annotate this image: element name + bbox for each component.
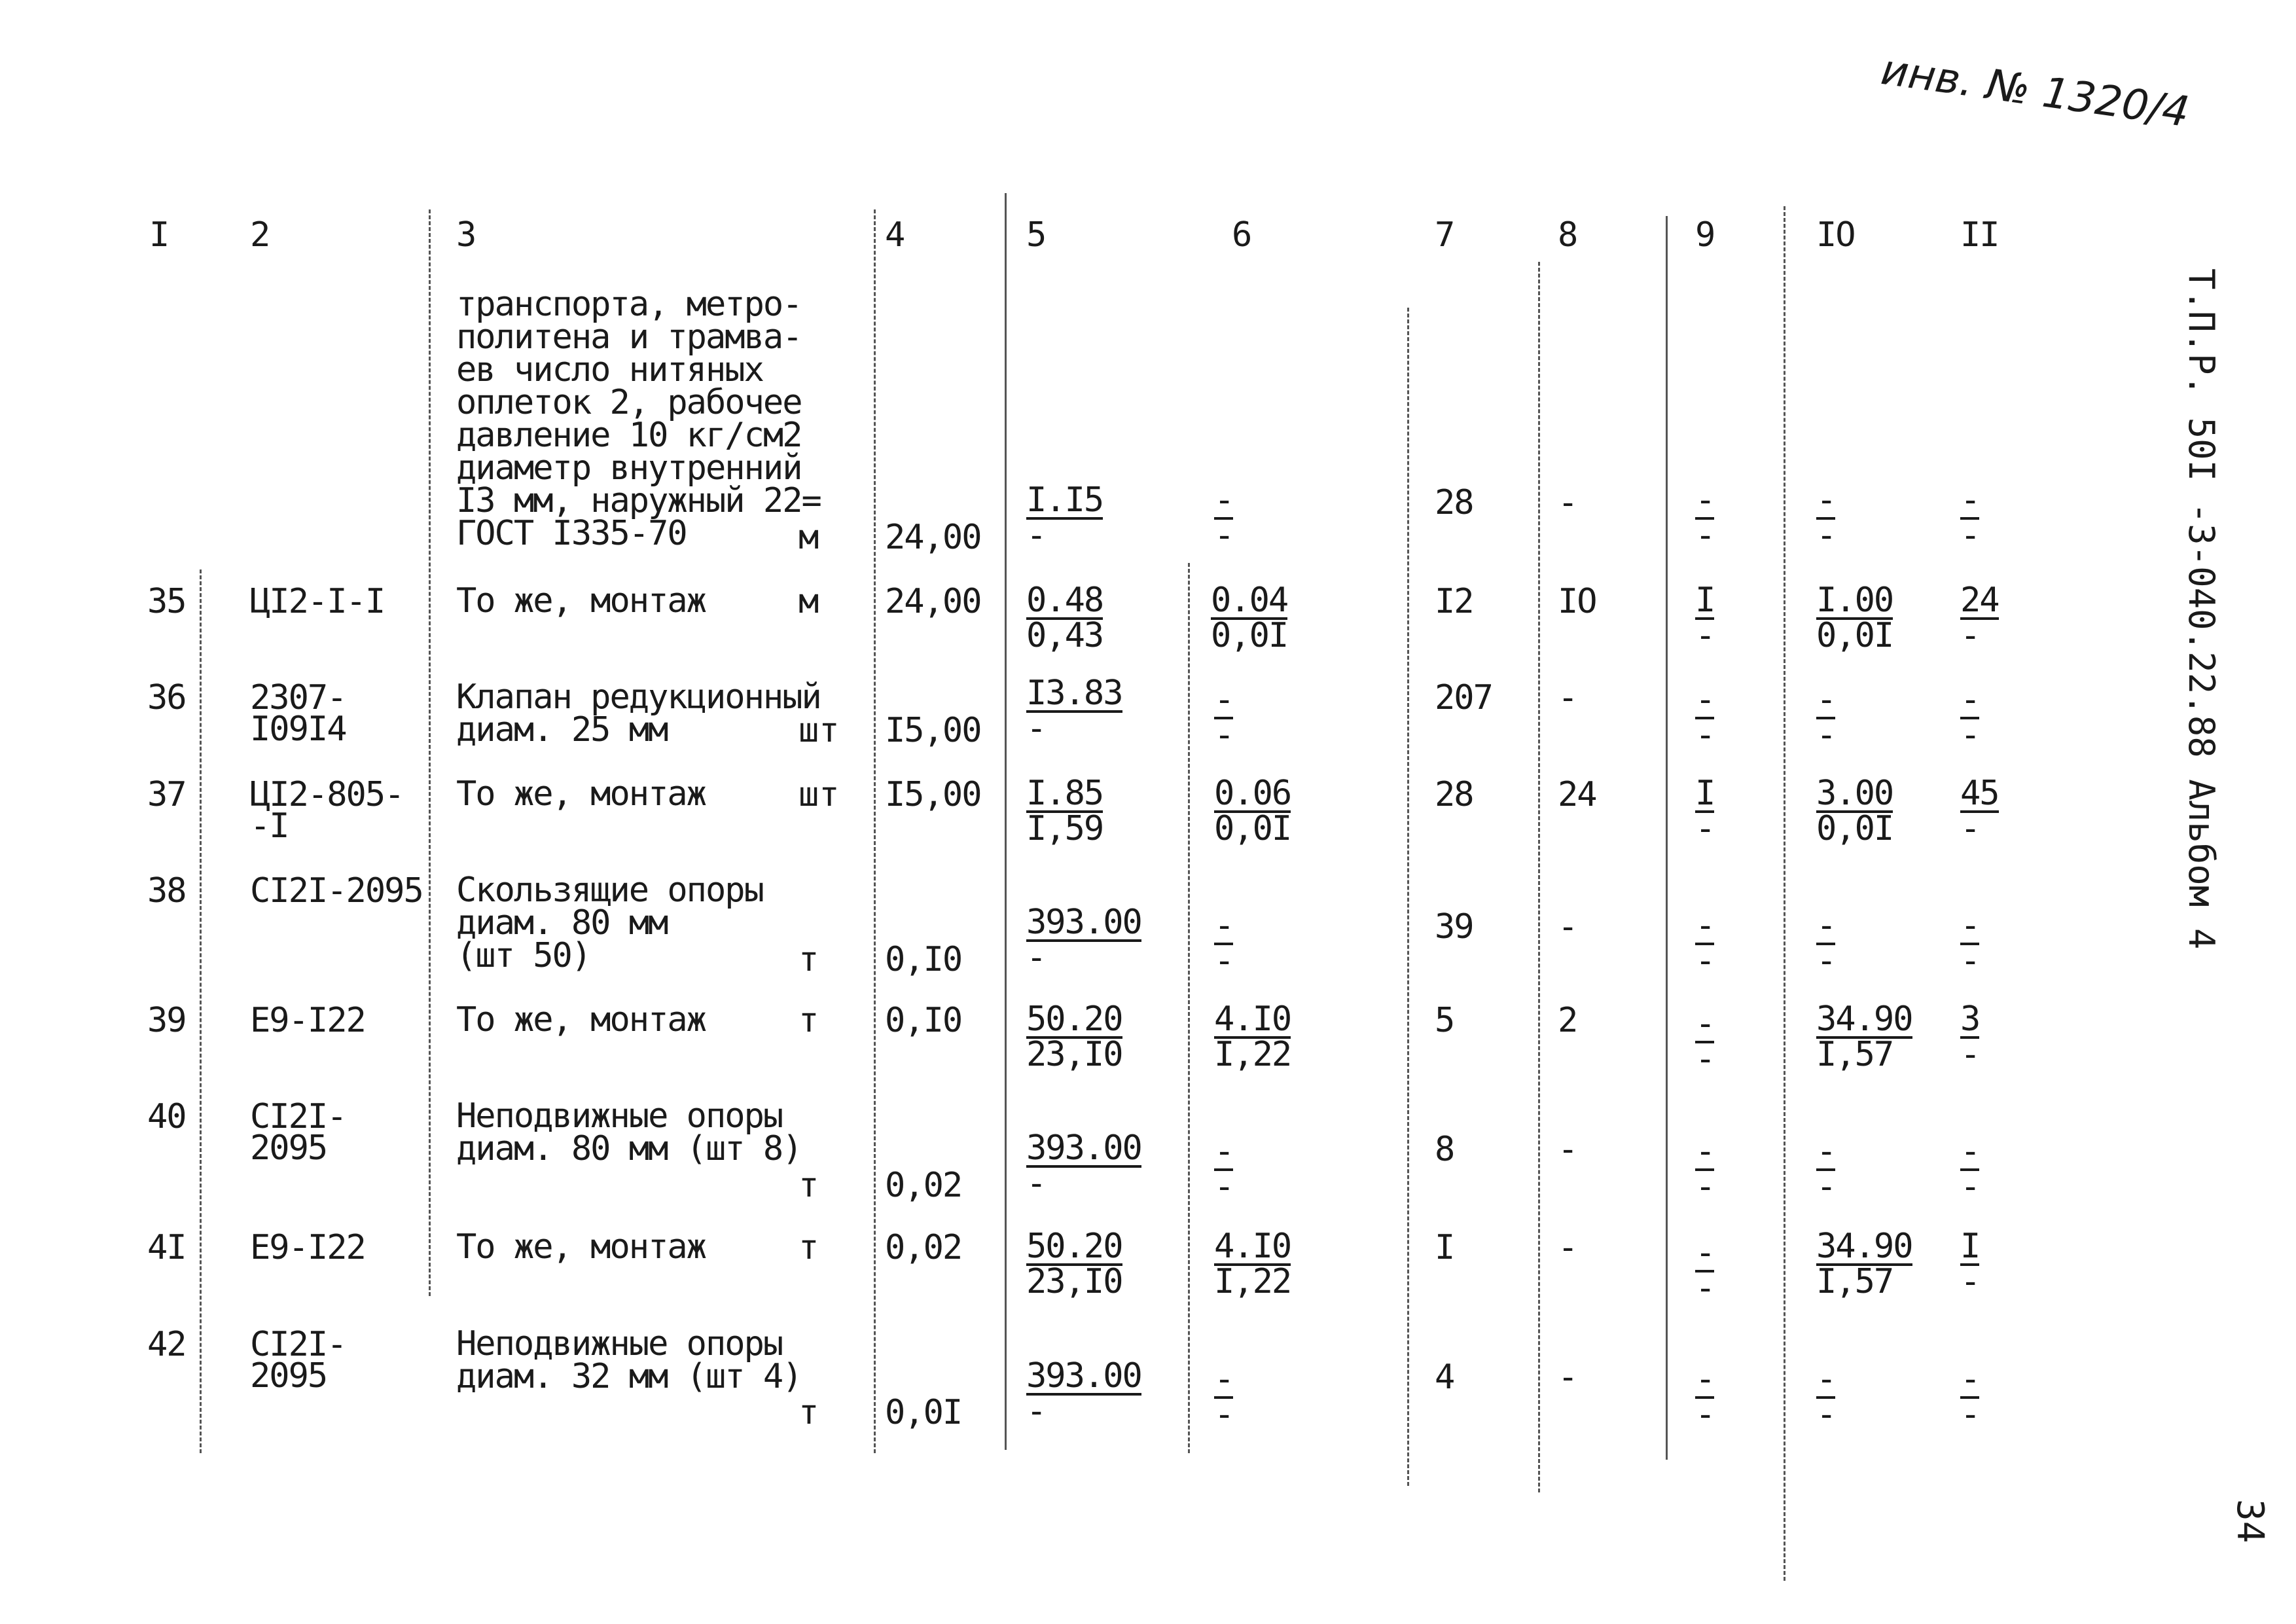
col9-numerator: I [1695,774,1715,813]
col9-denominator: - [1695,1269,1715,1308]
col11-fraction [1960,480,1980,555]
col10-numerator: - [1816,480,1836,520]
col5-denominator: - [1026,1164,1046,1203]
col5-denominator: - [1026,709,1046,748]
col9-numerator: - [1695,906,1715,945]
col6-fraction [1214,774,1291,848]
col10-fraction [1816,581,1893,655]
col11-numerator: 24 [1960,581,1999,620]
col11-numerator: - [1960,1360,1980,1399]
col11-fraction [1960,1132,1980,1206]
col10-denominator: - [1816,516,1836,555]
col10-denominator: - [1816,941,1836,981]
col10-fraction [1816,680,1836,755]
quantity-cell: 0,02 [885,1166,962,1205]
column-header-1: I [149,215,169,255]
col11-fraction [1960,1000,1980,1074]
quantity-cell: I5,00 [885,711,981,750]
col9-fraction [1695,1233,1715,1308]
row-description [456,1324,849,1396]
col10-numerator: - [1816,1360,1836,1399]
col6-fraction [1214,1360,1234,1434]
description-line: Неподвижные опоры [456,1324,783,1363]
col5-fraction [1026,674,1122,748]
unit-cell: шт [798,775,840,814]
column-header-11: II [1960,215,1999,255]
col6-numerator: - [1214,680,1234,719]
description-line: I3 мм, наружный 22= [456,481,821,520]
unit-cell: м [798,582,819,621]
col6-denominator: I,22 [1214,1262,1291,1301]
col7-cell: I [1435,1228,1454,1267]
series-label-vertical: Т.П.Р. 50I -3-040.22.88 Альбом 4 [2181,268,2222,950]
col6-denominator: - [1214,715,1234,755]
col6-fraction [1214,1132,1234,1206]
quantity-cell: 24,00 [885,518,981,557]
col10-fraction [1816,1227,1912,1301]
col5-numerator: 393.00 [1026,903,1141,942]
description-line: То же, монтаж [456,1000,706,1039]
col5-fraction [1026,480,1103,555]
unit-cell: шт [798,711,840,750]
col9-numerator: I [1695,581,1715,620]
col9-numerator: - [1695,1233,1715,1272]
col11-numerator: - [1960,906,1980,945]
price-code: 2095 [250,1356,327,1396]
col11-denominator: - [1960,715,1980,755]
col6-numerator: - [1214,1132,1234,1171]
col10-denominator: 0,0I [1816,616,1893,655]
column-divider [1538,262,1540,1492]
col5-numerator: 393.00 [1026,1356,1141,1396]
row-number: 38 [147,871,186,911]
column-header-4: 4 [885,215,905,255]
col5-numerator: 50.20 [1026,1227,1122,1266]
column-header-2: 2 [250,215,270,255]
description-line: оплеток 2, рабочее [456,383,802,422]
description-line: ГОСТ I335-70 [456,514,687,553]
column-divider [429,209,431,1296]
row-description [456,1000,849,1040]
col10-fraction [1816,774,1893,848]
col7-cell: 4 [1435,1358,1454,1397]
price-code: I09I4 [250,710,346,749]
col5-fraction [1026,1356,1141,1431]
row-number: 39 [147,1001,186,1040]
col10-fraction [1816,1132,1836,1206]
col11-fraction [1960,906,1980,981]
quantity-cell: 0,0I [885,1393,962,1432]
price-code: -I [250,806,289,846]
col10-numerator: I.00 [1816,581,1893,620]
col9-numerator: - [1695,1004,1715,1043]
col10-denominator: - [1816,1395,1836,1434]
col8-cell: - [1558,483,1577,522]
col10-numerator: - [1816,906,1836,945]
col10-numerator: 3.00 [1816,774,1893,813]
col11-fraction [1960,581,1999,655]
col7-cell: 207 [1435,678,1492,717]
col11-numerator: - [1960,480,1980,520]
description-line: диам. 25 мм [456,710,668,749]
col5-numerator: 393.00 [1026,1128,1141,1168]
col11-denominator: - [1960,1167,1980,1206]
col9-numerator: - [1695,1360,1715,1399]
col10-denominator: - [1816,715,1836,755]
price-code: E9-I22 [250,1228,365,1267]
col6-numerator: 4.I0 [1214,1227,1291,1266]
col8-cell: - [1558,907,1577,947]
col5-denominator: 0,43 [1026,616,1103,655]
col9-denominator: - [1695,1039,1715,1079]
row-description [456,774,849,814]
quantity-cell: 24,00 [885,582,981,621]
col10-numerator: 34.90 [1816,1227,1912,1266]
price-code: CI2I- [250,1097,346,1136]
row-number: 42 [147,1325,186,1364]
col11-fraction [1960,774,1999,848]
column-divider [1188,563,1190,1453]
col5-fraction [1026,581,1103,655]
continuation-description [456,285,849,553]
col9-fraction [1695,1360,1715,1434]
row-number: 35 [147,582,186,621]
col5-denominator: 23,I0 [1026,1262,1122,1301]
col9-denominator: - [1695,616,1715,655]
description-line: Скользящие опоры [456,871,763,910]
col5-denominator: - [1026,516,1046,555]
col8-cell: IO [1558,582,1596,621]
price-code: 2095 [250,1128,327,1168]
col10-denominator: - [1816,1167,1836,1206]
col5-denominator: 23,I0 [1026,1035,1122,1074]
description-line: диам. 32 мм (шт 4) [456,1357,802,1396]
description-line: То же, монтаж [456,581,706,621]
col7-cell: 28 [1435,483,1473,522]
col6-denominator: I,22 [1214,1035,1291,1074]
col6-denominator: 0,0I [1211,616,1288,655]
col8-cell: - [1558,1358,1577,1397]
col11-numerator: 45 [1960,774,1999,813]
column-divider [200,569,202,1453]
col11-numerator: 3 [1960,1000,1980,1039]
col10-numerator: - [1816,680,1836,719]
col11-numerator: - [1960,680,1980,719]
col5-fraction [1026,1000,1122,1074]
col6-numerator: 0.06 [1214,774,1291,813]
description-line: диам. 80 мм (шт 8) [456,1129,802,1168]
col5-denominator: - [1026,938,1046,977]
description-line: (шт 50) [456,936,591,975]
row-number: 40 [147,1097,186,1136]
description-line: Неподвижные опоры [456,1096,783,1136]
col9-fraction [1695,680,1715,755]
col5-numerator: I.I5 [1026,480,1103,520]
col5-numerator: I3.83 [1026,674,1122,713]
col6-denominator: - [1214,516,1234,555]
col8-cell: - [1558,1228,1577,1267]
col6-numerator: 0.04 [1211,581,1288,620]
col9-numerator: - [1695,480,1715,520]
col9-denominator: - [1695,941,1715,981]
column-header-7: 7 [1435,215,1454,255]
col6-denominator: - [1214,941,1234,981]
col11-denominator: - [1960,1262,1980,1301]
col9-denominator: - [1695,809,1715,848]
price-code: 2307- [250,678,346,717]
col11-denominator: - [1960,941,1980,981]
column-header-5: 5 [1026,215,1046,255]
column-divider [1666,216,1668,1460]
col10-denominator: I,57 [1816,1262,1893,1301]
col11-fraction [1960,1227,1980,1301]
col6-numerator: - [1214,480,1234,520]
col9-numerator: - [1695,1132,1715,1171]
col5-numerator: 50.20 [1026,1000,1122,1039]
row-description [456,581,849,621]
col6-fraction [1214,906,1234,981]
col11-denominator: - [1960,809,1980,848]
column-header-9: 9 [1695,215,1715,255]
col6-fraction [1214,1227,1291,1301]
col8-cell: 2 [1558,1001,1577,1040]
unit-cell: т [798,1393,819,1432]
col5-fraction [1026,1128,1141,1203]
description-line: То же, монтаж [456,774,706,814]
col8-cell: 24 [1558,775,1596,814]
description-line: То же, монтаж [456,1227,706,1267]
description-line: политена и трамва- [456,317,802,357]
description-line: диам. 80 мм [456,903,668,943]
col9-fraction [1695,581,1715,655]
row-description [456,677,849,750]
quantity-cell: 0,02 [885,1228,962,1267]
col11-numerator: - [1960,1132,1980,1171]
col7-cell: 28 [1435,775,1473,814]
quantity-cell: 0,I0 [885,940,962,979]
col9-numerator: - [1695,680,1715,719]
column-divider [1407,308,1409,1486]
row-number: 4I [147,1228,186,1267]
col10-denominator: 0,0I [1816,809,1893,848]
col11-fraction [1960,680,1980,755]
description-line: ев число нитяных [456,350,763,389]
col9-denominator: - [1695,516,1715,555]
col9-denominator: - [1695,1167,1715,1206]
col6-fraction [1214,1000,1291,1074]
price-code: ЦI2-I-I [250,582,385,621]
col6-numerator: 4.I0 [1214,1000,1291,1039]
description-line: давление 10 кг/см2 [456,416,802,455]
price-code: E9-I22 [250,1001,365,1040]
row-number: 36 [147,678,186,717]
col9-fraction [1695,906,1715,981]
col11-numerator: I [1960,1227,1980,1266]
unit-cell: т [798,1228,819,1267]
col5-fraction [1026,1227,1122,1301]
col5-numerator: 0.48 [1026,581,1103,620]
column-divider [874,209,876,1453]
col9-fraction [1695,1004,1715,1079]
row-number: 37 [147,775,186,814]
col5-numerator: I.85 [1026,774,1103,813]
unit-cell: т [798,940,819,979]
col9-fraction [1695,480,1715,555]
col6-fraction [1214,480,1234,555]
col9-denominator: - [1695,1395,1715,1434]
column-header-6: 6 [1232,215,1251,255]
price-code: CI2I- [250,1325,346,1364]
col11-denominator: - [1960,1395,1980,1434]
description-line: Клапан редукционный [456,677,821,717]
col6-denominator: - [1214,1167,1234,1206]
col11-fraction [1960,1360,1980,1434]
row-description [456,871,849,975]
col10-fraction [1816,1000,1912,1074]
col11-denominator: - [1960,1035,1980,1074]
col11-denominator: - [1960,516,1980,555]
price-code: ЦI2-805- [250,775,404,814]
unit-cell: т [798,1166,819,1205]
col6-numerator: - [1214,1360,1234,1399]
col10-numerator: - [1816,1132,1836,1171]
col10-denominator: I,57 [1816,1035,1893,1074]
price-code: CI2I-2095 [250,871,423,911]
col10-numerator: 34.90 [1816,1000,1912,1039]
col7-cell: I2 [1435,582,1473,621]
col9-fraction [1695,774,1715,848]
row-description [456,1096,849,1168]
page-number: 34 [2229,1499,2271,1543]
description-line: диаметр внутренний [456,448,802,488]
col6-numerator: - [1214,906,1234,945]
col5-denominator: I,59 [1026,809,1103,848]
quantity-cell: I5,00 [885,775,981,814]
col7-cell: 5 [1435,1001,1454,1040]
column-divider [1005,193,1007,1450]
col5-fraction [1026,774,1103,848]
col5-fraction [1026,903,1141,977]
col11-denominator: - [1960,616,1980,655]
col6-fraction [1211,581,1288,655]
column-header-10: IO [1816,215,1855,255]
quantity-cell: 0,I0 [885,1001,962,1040]
column-divider [1784,206,1785,1581]
col5-denominator: - [1026,1392,1046,1431]
col9-denominator: - [1695,715,1715,755]
col7-cell: 8 [1435,1130,1454,1169]
col6-fraction [1214,680,1234,755]
col10-fraction [1816,480,1836,555]
column-header-3: 3 [456,215,476,255]
unit-cell: м [798,518,819,557]
col6-denominator: 0,0I [1214,809,1291,848]
col6-denominator: - [1214,1395,1234,1434]
col10-fraction [1816,906,1836,981]
col10-fraction [1816,1360,1836,1434]
unit-cell: т [798,1001,819,1040]
description-line: транспорта, метро- [456,285,802,324]
column-header-8: 8 [1558,215,1577,255]
col7-cell: 39 [1435,907,1473,947]
col8-cell: - [1558,678,1577,717]
inventory-number-handwritten: инв. № 1320/4 [1878,46,2193,137]
col8-cell: - [1558,1130,1577,1169]
col9-fraction [1695,1132,1715,1206]
row-description [456,1227,849,1267]
